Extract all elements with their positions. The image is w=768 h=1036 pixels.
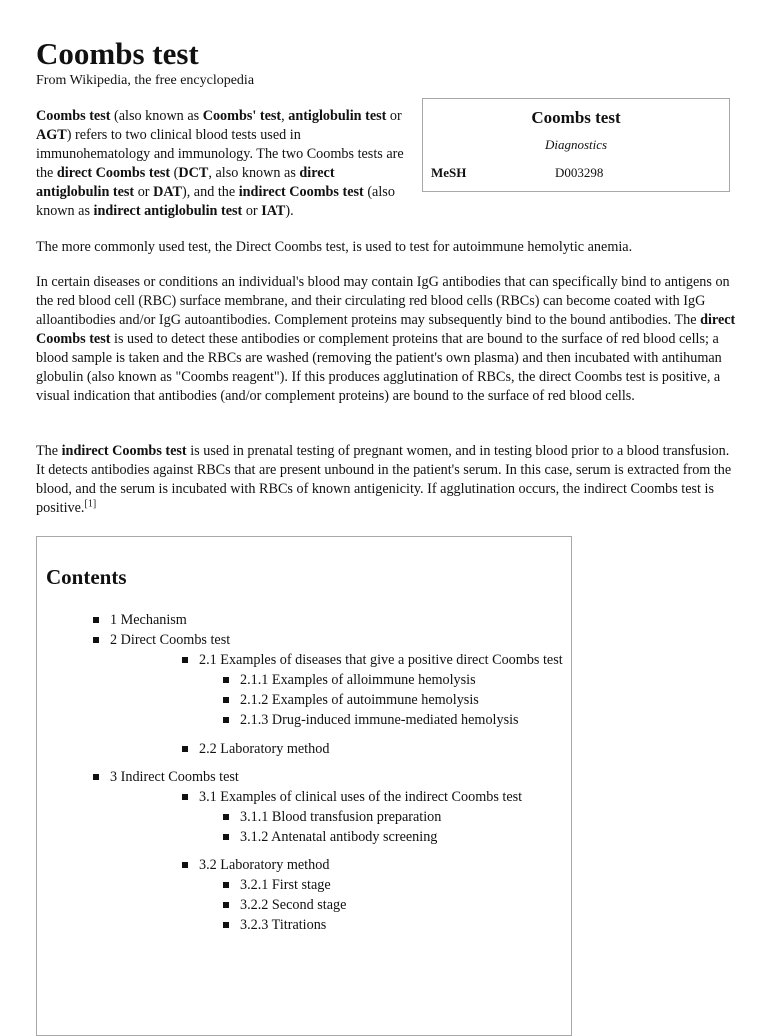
bullet-icon: [182, 862, 188, 868]
bullet-icon: [223, 677, 229, 683]
bullet-icon: [223, 834, 229, 840]
text-run: is used to detect these antibodies or complement proteins that are bound to the surface of red blood cells; a blood sample is taken and the RBCs are washed (removing the patient's own plasma) and then incubated with antihuman globulin (also known as "Coombs reagent"). If this produces agglutination of RBCs, the direct Coombs test is positive, a visual indication that antibodies (and/or complement proteins) are bound to the surface of red blood cells.: [36, 331, 722, 404]
bullet-icon: [223, 882, 229, 888]
toc-item-label: 2.1.1 Examples of alloimmune hemolysis: [240, 672, 476, 688]
toc-item-label: 3.1.1 Blood transfusion preparation: [240, 809, 442, 825]
toc-title: Contents: [46, 565, 127, 589]
bullet-icon: [93, 774, 99, 780]
text-run: (: [170, 165, 179, 181]
paragraph-indirect-explanation: [36, 442, 736, 518]
toc-item-label: 2.1.3 Drug-induced immune-mediated hemolysis: [240, 712, 519, 728]
page-title: Coombs test: [36, 36, 199, 71]
toc-item-label: 2.1 Examples of diseases that give a positive direct Coombs test: [199, 652, 563, 668]
toc-item-label: 3.2.3 Titrations: [240, 917, 327, 933]
toc-item-label: 1 Mechanism: [110, 612, 187, 628]
infobox-title: Coombs test: [531, 108, 621, 127]
text-run: or: [134, 184, 154, 200]
bullet-icon: [223, 902, 229, 908]
bullet-icon: [223, 922, 229, 928]
toc-item-examples-positive-direct[interactable]: [199, 651, 563, 669]
term-dct: DCT: [178, 165, 209, 181]
toc-item-second-stage[interactable]: [240, 896, 346, 914]
toc-item-label: 3.2.2 Second stage: [240, 897, 347, 913]
toc-item-indirect-coombs-test[interactable]: [110, 768, 239, 786]
term-agt: AGT: [36, 127, 67, 143]
infobox-mesh-value[interactable]: D003298: [555, 165, 604, 180]
toc-item-first-stage[interactable]: [240, 876, 331, 894]
toc-item-label: 3 Indirect Coombs test: [110, 769, 239, 785]
toc-item-label: 2.1.2 Examples of autoimmune hemolysis: [240, 692, 479, 708]
intro-paragraph: [36, 107, 408, 221]
bullet-icon: [93, 637, 99, 643]
toc-item-drug-induced-hemolysis[interactable]: [240, 711, 519, 729]
toc-item-mechanism[interactable]: [110, 611, 187, 629]
text-run: is used in prenatal testing of pregnant women, and in testing blood prior to a blood transfusion. It detects antibodies against RBCs that are present unbound in the patient's serum. In this case, serum is extracted from the blood, and the serum is incubated with RBCs of known antigenicity. If agglutination occurs, the indirect Coombs test is positive.: [36, 443, 732, 516]
text-run: The: [36, 443, 62, 459]
term-coombs-apostrophe-test: Coombs' test: [202, 108, 282, 124]
toc-item-clinical-uses-indirect[interactable]: [199, 788, 522, 806]
text-run: , also known as: [208, 165, 300, 181]
toc-item-label: 3.2 Laboratory method: [199, 857, 330, 873]
term-indirect-coombs-test: indirect Coombs test: [61, 443, 187, 459]
toc-item-label: 2.2 Laboratory method: [199, 741, 330, 757]
term-indirect-antiglobulin-test: indirect antiglobulin test: [93, 203, 243, 219]
text-run: ).: [285, 203, 294, 219]
text-run: In certain diseases or conditions an individual's blood may contain IgG antibodies that can specifically bind to antigens on the red blood cell (RBC) surface membrane, and their circulating red blood cells (RBCs) can become coated with IgG alloantibodies and/or IgG autoantibodies. Complement proteins may subsequently bind to the bound antibodies. The: [36, 274, 730, 328]
term-indirect-coombs-test: indirect Coombs test: [238, 184, 364, 200]
term-antiglobulin-test: antiglobulin test: [288, 108, 387, 124]
paragraph-direct-explanation: [36, 273, 736, 406]
table-of-contents: [36, 536, 572, 1036]
bullet-icon: [182, 746, 188, 752]
infobox-subtitle[interactable]: Diagnostics: [544, 137, 608, 152]
toc-item-label: 3.1.2 Antenatal antibody screening: [240, 829, 438, 845]
toc-item-antenatal-screening[interactable]: [240, 828, 437, 846]
toc-item-label: 3.1 Examples of clinical uses of the indirect Coombs test: [199, 789, 523, 805]
text-run: or: [242, 203, 262, 219]
bullet-icon: [182, 657, 188, 663]
term-iat: IAT: [261, 203, 286, 219]
toc-item-blood-transfusion-preparation[interactable]: [240, 808, 441, 826]
bullet-icon: [93, 617, 99, 623]
infobox-mesh-label[interactable]: MeSH: [431, 165, 467, 180]
text-run: (also known as: [36, 184, 395, 219]
text-run: ) refers to two clinical blood tests used in immunohematology and immunology. The two Coombs tests are the: [36, 127, 404, 181]
bullet-icon: [223, 814, 229, 820]
text-run: ,: [281, 108, 289, 124]
toc-item-direct-coombs-test[interactable]: [110, 631, 230, 649]
bullet-icon: [182, 794, 188, 800]
text-run: (also known as: [110, 108, 203, 124]
toc-item-alloimmune-hemolysis[interactable]: [240, 671, 476, 689]
toc-item-direct-laboratory-method[interactable]: [199, 740, 329, 758]
bullet-icon: [223, 717, 229, 723]
toc-item-titrations[interactable]: [240, 916, 326, 934]
infobox: [422, 98, 730, 192]
text-run: or: [386, 108, 402, 124]
page-tagline: From Wikipedia, the free encyclopedia: [36, 73, 255, 88]
term-coombs-test: Coombs test: [36, 108, 111, 124]
bullet-icon: [223, 697, 229, 703]
toc-item-label: 3.2.1 First stage: [240, 877, 331, 893]
toc-item-label: 2 Direct Coombs test: [110, 632, 231, 648]
reference-link[interactable]: [1]: [84, 498, 97, 510]
text-run: ), and the: [181, 184, 239, 200]
term-direct-coombs-test: direct Coombs test: [56, 165, 171, 181]
term-direct-coombs-test: direct Coombs test: [36, 312, 736, 347]
toc-item-indirect-laboratory-method[interactable]: [199, 856, 329, 874]
term-direct-antiglobulin-test: direct antiglobulin test: [36, 165, 335, 200]
toc-item-autoimmune-hemolysis[interactable]: [240, 691, 479, 709]
term-dat: DAT: [153, 184, 182, 200]
paragraph-direct-usage: The more commonly used test, the Direct Coombs test, is used to test for autoimmune hemolytic anemia.: [36, 239, 633, 255]
